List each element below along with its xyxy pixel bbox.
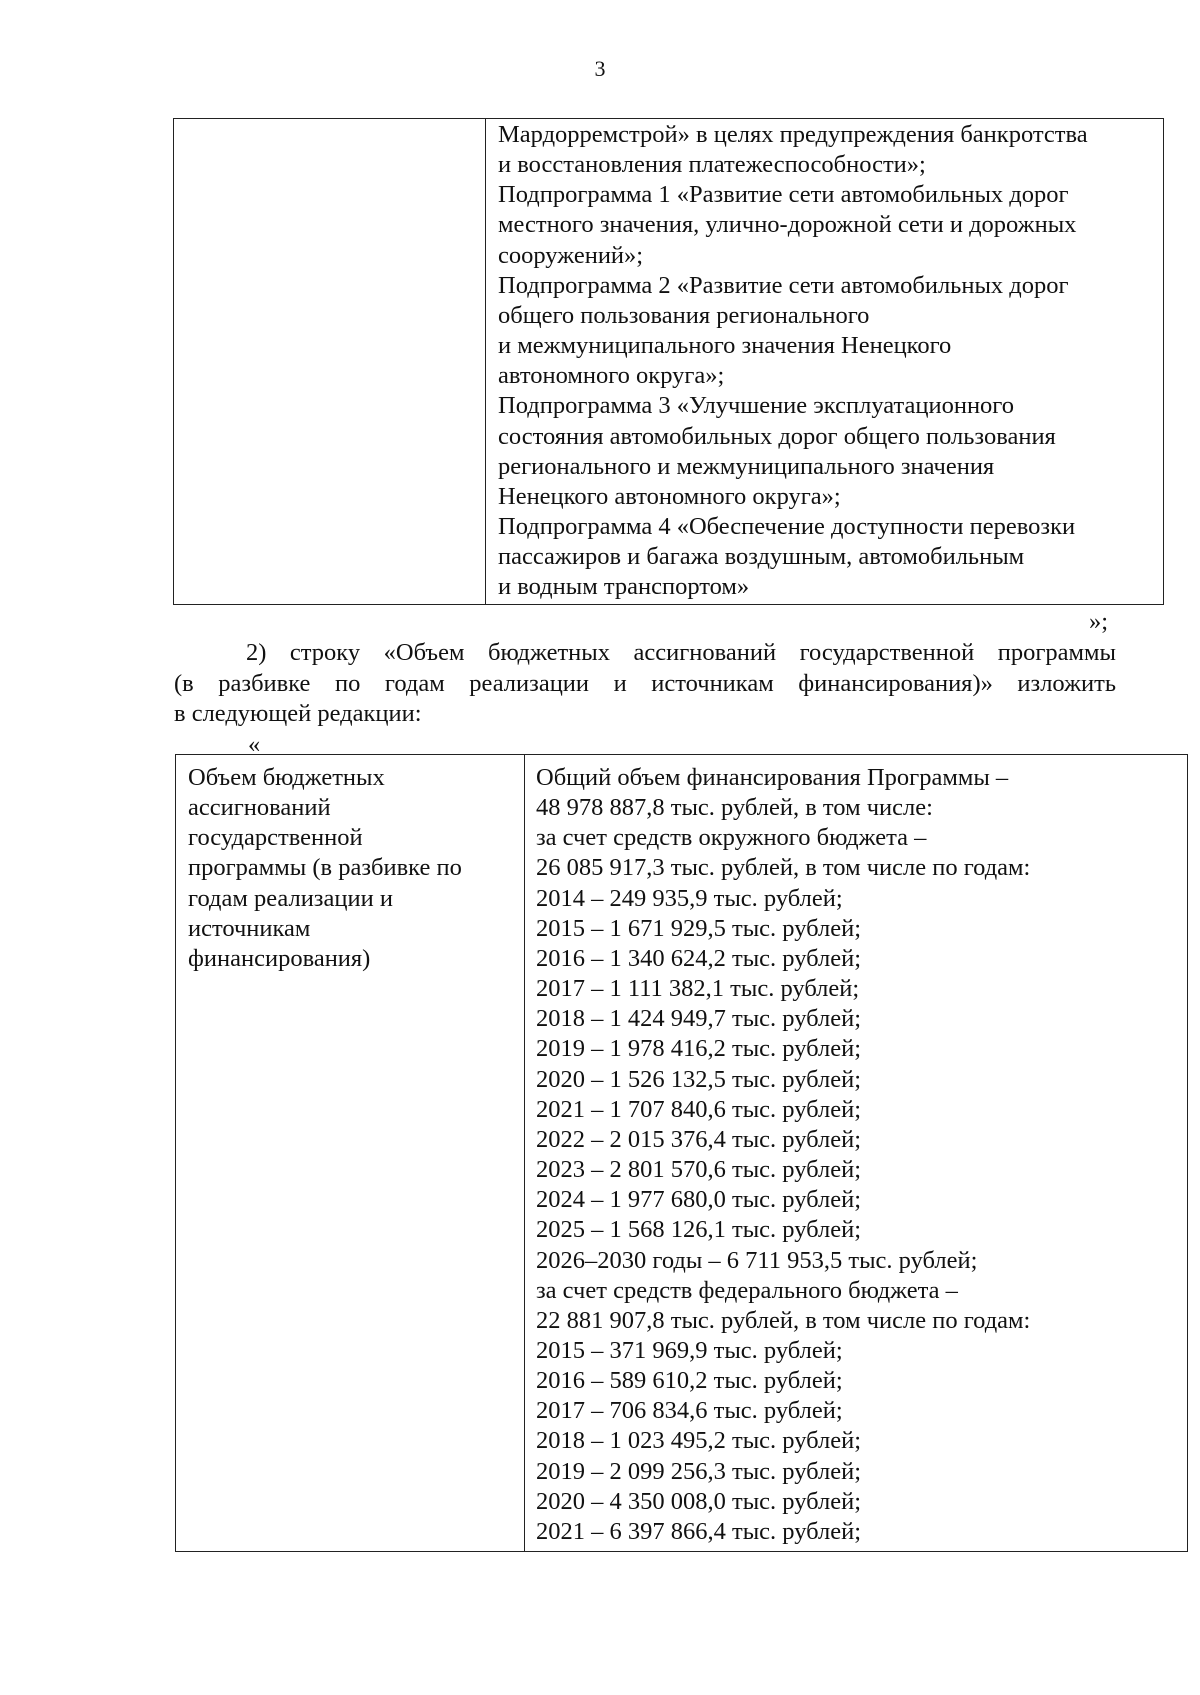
text-line: Ненецкого автономного округа»; [498,482,841,510]
text-line: 2022 – 2 015 376,4 тыс. рублей; [536,1125,862,1153]
text-line: Объем бюджетных [188,764,385,791]
text-line: Подпрограмма 4 «Обеспечение доступности перевозки [498,513,1076,541]
text-line: автономного округа»; [498,362,725,390]
text-line: 2017 – 1 111 382,1 тыс. рублей; [536,975,860,1003]
text-line: за счет средств окружного бюджета – [536,824,927,852]
text-line: 2020 – 1 526 132,5 тыс. рублей; [536,1065,862,1093]
text-line: 2019 – 2 099 256,3 тыс. рублей; [536,1457,862,1485]
text-line: Общий объем финансирования Программы – [536,764,1009,791]
text-line: 2019 – 1 978 416,2 тыс. рублей; [536,1035,862,1063]
text-line: за счет средств федерального бюджета – [536,1276,958,1304]
text-line: 2015 – 371 969,9 тыс. рублей; [536,1336,843,1364]
text-line: 2025 – 1 568 126,1 тыс. рублей; [536,1216,862,1244]
text-line: пассажиров и багажа воздушным, автомобильным [498,543,1025,571]
table2-right-cell [525,755,1188,1552]
text-line: годам реализации и [188,884,393,912]
text-line: Подпрограмма 2 «Развитие сети автомобильных дорог [498,271,1069,299]
text-line: 2018 – 1 023 495,2 тыс. рублей; [536,1427,862,1455]
table2-left-cell [176,755,525,1552]
text-line: 2021 – 1 707 840,6 тыс. рублей; [536,1095,862,1123]
text-line: Подпрограмма 3 «Улучшение эксплуатационного [498,392,1014,420]
paragraph-line: 2) строку «Объем бюджетных ассигнований государственной программы [246,639,1116,666]
text-line: источникам [188,914,311,942]
text-line: 48 978 887,8 тыс. рублей, в том числе: [536,794,933,822]
text-line: Подпрограмма 1 «Развитие сети автомобильных дорог [498,181,1069,209]
text-line: 2017 – 706 834,6 тыс. рублей; [536,1397,843,1425]
text-line: 2021 – 6 397 866,4 тыс. рублей; [536,1517,862,1545]
text-line: 2020 – 4 350 008,0 тыс. рублей; [536,1487,862,1515]
text-line: состояния автомобильных дорог общего пользования [498,422,1056,450]
page-number: 3 [594,56,606,81]
paragraph-line: (в разбивке по годам реализации и источникам финансирования)» изложить [174,669,1116,697]
text-line: ассигнований [188,794,331,822]
text-line: 2018 – 1 424 949,7 тыс. рублей; [536,1005,862,1033]
text-line: и водным транспортом» [498,573,750,601]
text-line: 2023 – 2 801 570,6 тыс. рублей; [536,1156,862,1184]
text-line: и восстановления платежеспособности»; [498,151,926,179]
text-line: и межмуниципального значения Ненецкого [498,332,952,360]
text-line: 22 881 907,8 тыс. рублей, в том числе по годам: [536,1306,1031,1334]
closing-quote: »; [1088,608,1108,635]
text-line: 2026–2030 годы – 6 711 953,5 тыс. рублей; [536,1246,978,1274]
text-line: 2014 – 249 935,9 тыс. рублей; [536,884,843,912]
text-line: государственной [188,824,363,852]
text-line: регионального и межмуниципального значения [498,452,995,480]
budget-allocation-table [175,754,1188,1552]
program-structure-table [173,118,1164,605]
amendment-paragraph [174,638,1116,730]
opening-quote: « [248,731,261,758]
text-line: финансирования) [188,944,371,972]
paragraph-line: в следующей редакции: [174,700,422,727]
text-line: программы (в разбивке по [188,854,462,882]
table-row [174,119,1164,605]
text-line: 2024 – 1 977 680,0 тыс. рублей; [536,1186,862,1214]
text-line: 2016 – 589 610,2 тыс. рублей; [536,1367,843,1395]
text-line: 2015 – 1 671 929,5 тыс. рублей; [536,914,862,942]
table1-right-cell [486,119,1164,605]
text-line: сооружений»; [498,241,644,269]
table1-left-cell [174,119,486,605]
text-line: 26 085 917,3 тыс. рублей, в том числе по годам: [536,854,1031,882]
text-line: общего пользования регионального [498,301,870,329]
text-line: местного значения, улично-дорожной сети и дорожных [498,211,1077,239]
text-line: 2016 – 1 340 624,2 тыс. рублей; [536,944,862,972]
table-row [176,755,1188,1552]
text-line: Мардорремстрой» в целях предупреждения банкротства [498,121,1088,148]
